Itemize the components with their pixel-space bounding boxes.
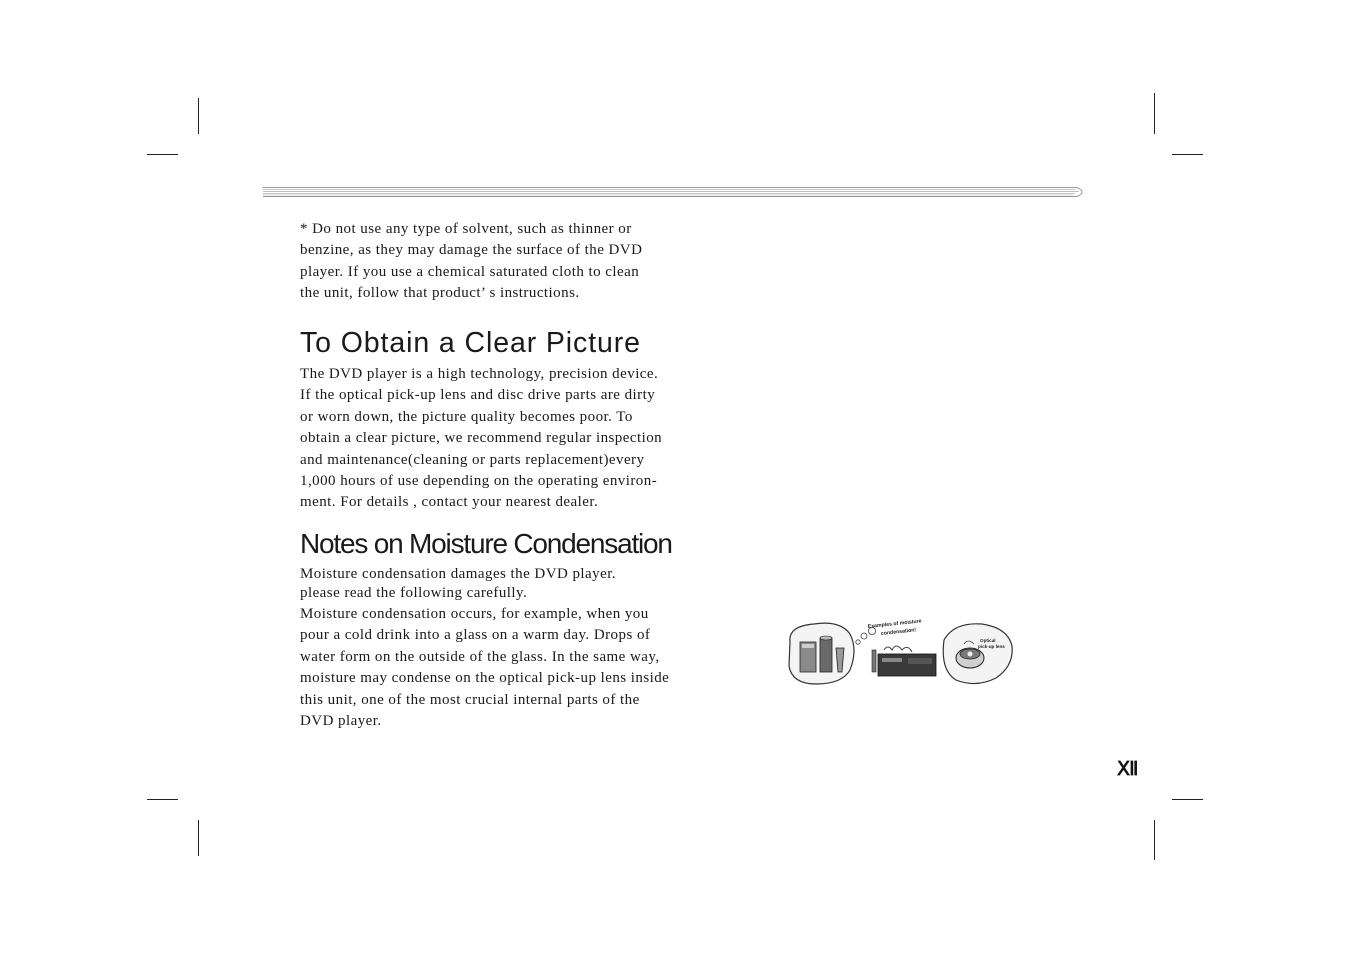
text-line: this unit, one of the most crucial internal parts of the — [300, 691, 640, 708]
text-line: 1,000 hours of use depending on the operating environ- — [300, 473, 658, 490]
svg-text:pick-up lens: pick-up lens — [978, 644, 1005, 649]
text-line: and maintenance(cleaning or parts replacement)every — [300, 451, 645, 468]
crop-mark — [1154, 820, 1155, 860]
text-line: obtain a clear picture, we recommend regular inspection — [300, 430, 663, 447]
crop-mark — [1154, 93, 1155, 134]
header-rule — [263, 186, 1087, 198]
crop-mark — [198, 98, 199, 134]
solvent-warning — [300, 219, 692, 305]
text-line: player. If you use a chemical saturated cloth to clean — [300, 263, 640, 280]
svg-text:condensation!: condensation! — [880, 627, 917, 637]
text-line: Moisture condensation occurs, for example, when you — [300, 606, 649, 622]
text-line: If the optical pick-up lens and disc drive parts are dirty — [300, 387, 656, 404]
text-line: The DVD player is a high technology, precision device. — [300, 366, 659, 382]
text-line: water form on the outside of the glass. In the same way, — [300, 648, 660, 665]
text-line: please read the following carefully. — [300, 585, 528, 601]
text-line: or worn down, the picture quality becomes poor. To — [300, 408, 633, 425]
page-number: Ⅻ — [1117, 759, 1137, 780]
text-line: DVD player. — [300, 713, 382, 730]
condensation-illustration — [784, 614, 1016, 690]
text-line: benzine, as they may damage the surface of the DVD — [300, 242, 643, 259]
text-line: ment. For details , contact your nearest dealer. — [300, 494, 599, 511]
text-line: the unit, follow that product’ s instructions. — [300, 285, 580, 302]
text-line: pour a cold drink into a glass on a warm day. Drops of — [300, 627, 651, 644]
svg-text:Examples of moisture: Examples of moisture — [867, 618, 922, 630]
text-line: Moisture condensation damages the DVD player. — [300, 566, 617, 582]
clear-picture-body — [300, 364, 692, 514]
crop-mark — [1172, 154, 1203, 155]
crop-mark — [147, 154, 178, 155]
text-line: * Do not use any type of solvent, such as thinner or — [300, 221, 632, 237]
crop-mark — [198, 820, 199, 856]
svg-text:Optical: Optical — [980, 638, 996, 643]
moisture-heading: Notes on Moisture Condensation — [300, 528, 672, 559]
crop-mark — [1172, 799, 1203, 800]
clear-picture-heading: To Obtain a Clear Picture — [300, 327, 641, 359]
text-line: moisture may condense on the optical pick-up lens inside — [300, 670, 670, 687]
moisture-intro — [300, 565, 692, 603]
moisture-body — [300, 604, 692, 732]
crop-mark — [147, 799, 178, 800]
